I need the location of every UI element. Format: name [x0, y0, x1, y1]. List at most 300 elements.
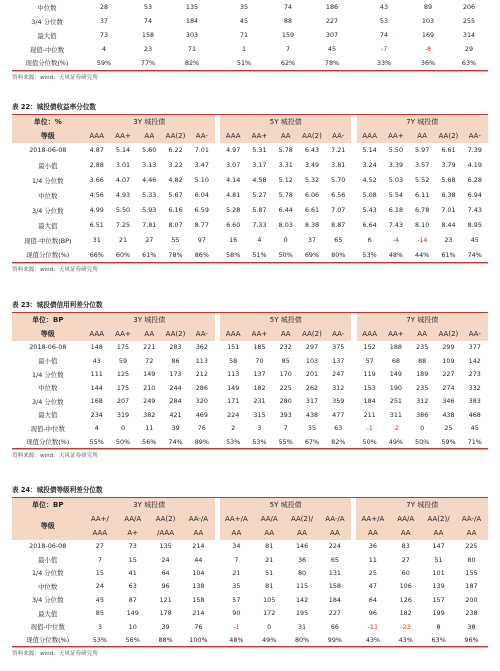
group-header-row	[12, 313, 488, 327]
data-cell: 477	[332, 410, 345, 419]
data-cell: 227	[442, 370, 455, 379]
unit-label: 单位：BP	[12, 498, 83, 512]
table-row	[12, 158, 488, 173]
data-cell: 71%	[467, 437, 482, 446]
data-cell: 6.38	[441, 191, 456, 199]
data-cell: 312	[332, 383, 345, 392]
data-cell: 4.97	[226, 146, 241, 154]
data-cell: 5.67	[168, 191, 183, 199]
data-cell: 7	[285, 45, 291, 53]
data-cell: 303	[185, 31, 199, 39]
data-cell: 78%	[324, 58, 340, 67]
data-cell: 386	[416, 410, 429, 419]
column-header: AA	[136, 129, 162, 143]
data-cell: 5.14	[115, 146, 131, 154]
data-cell: 7.33	[252, 221, 267, 229]
data-cell: 63%	[431, 635, 446, 644]
column-gap	[354, 56, 362, 70]
data-cell: 7.43	[467, 206, 482, 214]
data-cell: 59	[118, 356, 128, 365]
column-header: AA-	[189, 129, 215, 143]
table-row	[12, 0, 488, 14]
data-cell: 60	[401, 568, 410, 577]
column-header: AA	[409, 129, 435, 143]
data-cell: 53%	[362, 250, 377, 259]
data-cell: 5.03	[388, 176, 404, 184]
table-title: 表 22：城投债收益率分位数	[12, 103, 97, 111]
data-cell: 4.58	[252, 176, 267, 184]
data-cell: 5.33	[142, 191, 157, 199]
data-cell: 82%	[331, 437, 346, 446]
column-header: AAA	[220, 327, 246, 341]
row-label: 1/4 分位数	[32, 176, 64, 185]
data-cell: 210	[143, 383, 156, 392]
data-cell: 151	[227, 343, 240, 352]
row-label: 3/4 分位数	[32, 206, 64, 215]
data-cell: 51	[434, 555, 443, 564]
data-cell: 55	[171, 236, 180, 244]
data-cell: 43%	[365, 635, 380, 644]
data-cell: 4.99	[89, 206, 104, 214]
column-header: AA-/A	[455, 512, 488, 526]
data-cell: 438	[442, 410, 455, 419]
table-row	[12, 248, 488, 263]
source-note: 资料来源：wind，天风证券研究所	[12, 647, 488, 659]
data-cell: 149	[389, 370, 402, 379]
table-row	[12, 422, 488, 436]
data-cell: 8.07	[168, 221, 183, 229]
data-cell: 359	[332, 397, 345, 406]
column-header: AAA	[84, 327, 110, 341]
data-cell: 5.14	[362, 146, 377, 154]
data-cell: 190	[389, 383, 402, 392]
data-cell: 152	[363, 343, 376, 352]
data-cell: 81	[265, 542, 274, 551]
data-cell: 1	[241, 45, 247, 53]
data-cell: 36	[297, 555, 307, 564]
data-cell: 7.07	[331, 206, 346, 214]
data-cell: 172	[263, 609, 276, 618]
data-cell: 5.93	[142, 206, 157, 214]
row-label: 最小值	[38, 556, 58, 565]
data-cell: 6.94	[467, 191, 482, 199]
data-cell: 6.51	[89, 221, 104, 229]
data-cell: 148	[90, 343, 103, 352]
data-cell: 206	[462, 3, 476, 11]
data-cell: 21	[265, 555, 274, 564]
data-cell: 89%	[194, 437, 209, 446]
data-cell: 53	[143, 3, 153, 11]
data-cell: 232	[279, 343, 292, 352]
data-cell: 235	[416, 383, 429, 392]
data-cell: 56%	[142, 437, 157, 446]
data-cell: 6.28	[467, 176, 482, 184]
data-cell: 0	[283, 236, 288, 244]
data-cell: 182	[253, 383, 266, 392]
data-cell: 6.78	[415, 206, 430, 214]
data-cell: 6.61	[304, 206, 320, 214]
data-cell: 58	[229, 356, 238, 365]
data-cell: 153	[363, 383, 376, 392]
column-header: /AAA	[149, 526, 182, 540]
data-cell: 39	[171, 424, 180, 433]
first-column-header: 等级	[12, 512, 83, 540]
data-cell: 314	[462, 31, 476, 39]
data-cell: 144	[90, 383, 103, 392]
data-cell: 7.01	[441, 206, 456, 214]
data-cell: 105	[263, 595, 276, 604]
data-cell: 211	[363, 410, 376, 419]
data-cell: 7.39	[467, 146, 482, 154]
data-cell: 43	[379, 3, 389, 11]
data-cell: 5.08	[362, 191, 377, 199]
column-header: AA-	[325, 129, 351, 143]
row-label: 现值-中位数	[30, 424, 65, 433]
data-cell: 48%	[229, 635, 244, 644]
data-cell: 262	[305, 383, 319, 392]
data-cell: 68	[391, 356, 400, 365]
data-cell: 170	[279, 370, 292, 379]
row-label: 现值分位数(%)	[26, 438, 70, 446]
column-gap	[354, 14, 362, 28]
column-header: AA	[422, 526, 455, 540]
row-label: 最小值	[38, 357, 58, 366]
data-cell: 35	[232, 582, 241, 591]
data-cell: 5.27	[252, 191, 267, 199]
data-cell: 131	[328, 568, 341, 577]
table-row	[12, 580, 488, 593]
data-cell: 173	[169, 370, 182, 379]
column-header-row	[12, 512, 488, 526]
table-title: 表 23：城投债信用利差分位数	[12, 301, 103, 309]
data-cell: 297	[305, 343, 319, 352]
group-header: 7Y 城投债	[357, 313, 489, 327]
data-cell: 5.97	[415, 146, 430, 154]
data-cell: 138	[192, 582, 205, 591]
data-cell: 225	[465, 542, 478, 551]
column-header: AAA	[84, 129, 110, 143]
data-cell: 4.87	[89, 146, 104, 154]
column-header: AA-	[462, 129, 488, 143]
group-header-row	[12, 115, 488, 129]
data-cell: 155	[465, 568, 478, 577]
data-cell: 29	[464, 45, 474, 53]
row-label: 最大值	[38, 411, 58, 420]
data-cell: 8.95	[467, 221, 482, 229]
data-cell: 37	[99, 17, 109, 25]
data-cell: 96	[161, 582, 170, 591]
data-cell: 38	[467, 622, 476, 631]
column-header: AA-	[325, 327, 351, 341]
data-cell: 4.52	[362, 176, 377, 184]
data-cell: 3.31	[278, 161, 293, 169]
data-cell: 3.13	[142, 161, 157, 169]
column-header: AA(2)	[299, 129, 325, 143]
data-cell: 382	[143, 410, 156, 419]
data-cell: 3.24	[362, 161, 377, 169]
data-cell: 224	[227, 410, 240, 419]
column-gap	[354, 42, 362, 56]
column-header: AA(2)	[435, 129, 461, 143]
data-cell: 8.38	[304, 221, 320, 229]
data-cell: 71	[239, 31, 249, 39]
data-cell: 43	[92, 356, 101, 365]
data-cell: 63%	[461, 58, 477, 67]
table-row	[12, 553, 488, 566]
data-cell: 311	[389, 410, 402, 419]
data-cell: 88	[283, 17, 293, 25]
data-cell: 49%	[262, 635, 277, 644]
data-cell: 3.01	[115, 161, 131, 169]
data-cell: 421	[169, 410, 182, 419]
data-cell: 5.70	[331, 176, 346, 184]
data-cell: 362	[195, 343, 208, 352]
data-cell: 6.22	[168, 146, 183, 154]
data-cell: 3.79	[441, 161, 456, 169]
data-cell: 109	[442, 356, 455, 365]
data-cell: 59%	[96, 58, 112, 67]
data-cell: 31	[92, 236, 101, 244]
row-label: 1/4 分位数	[32, 370, 64, 379]
data-cell: 171	[227, 397, 240, 406]
data-cell: 15	[95, 568, 104, 577]
data-cell: 5.60	[142, 146, 157, 154]
table-row	[12, 408, 488, 422]
column-header: AA/A	[253, 512, 286, 526]
data-cell: 238	[465, 609, 478, 618]
data-cell: 5.10	[194, 176, 209, 184]
data-cell: 273	[468, 370, 481, 379]
row-label: 2018-06-08	[29, 343, 67, 352]
table-row	[12, 42, 488, 56]
data-cell: -8	[424, 45, 432, 53]
data-cell: 37	[307, 236, 317, 244]
column-header: AA	[318, 526, 351, 540]
column-header: AA-/A	[318, 512, 351, 526]
group-header: 5Y 城投债	[220, 313, 351, 327]
data-cell: 80%	[331, 250, 346, 259]
data-cell: 284	[169, 397, 182, 406]
group-header: 7Y 城投债	[356, 498, 488, 512]
data-cell: 57	[365, 356, 374, 365]
data-cell: 7.25	[115, 221, 131, 229]
data-cell: 56%	[125, 635, 140, 644]
data-cell: 45	[470, 424, 479, 433]
table-title: 表 24：城投债等级利差分位数	[12, 486, 103, 494]
column-header-row	[12, 327, 488, 341]
data-cell: 5.68	[441, 176, 456, 184]
data-cell: 169	[421, 31, 435, 39]
data-cell: 6	[367, 236, 372, 244]
data-cell: 69%	[304, 250, 320, 259]
data-cell: 375	[332, 343, 345, 352]
data-cell: 76	[197, 424, 206, 433]
data-cell: 6.11	[415, 191, 430, 199]
data-cell: 77%	[140, 58, 156, 67]
data-cell: 135	[185, 3, 199, 11]
data-cell: 3.22	[168, 161, 183, 169]
data-cell: 182	[399, 609, 412, 618]
data-cell: 45	[327, 45, 337, 53]
data-cell: 175	[116, 343, 130, 352]
table-row	[12, 368, 488, 382]
data-cell: 200	[465, 595, 478, 604]
column-header: AA	[409, 327, 435, 341]
data-cell: 80	[297, 568, 307, 577]
table-row	[12, 233, 488, 248]
data-cell: 214	[192, 542, 205, 551]
column-header: AAA	[83, 526, 116, 540]
row-label: 3/4 分位数	[31, 17, 63, 26]
data-cell: 39	[161, 622, 170, 631]
data-cell: 11	[145, 424, 154, 433]
group-header: 3Y 城投债	[84, 313, 215, 327]
data-cell: 332	[468, 383, 481, 392]
data-cell: 57	[232, 595, 241, 604]
data-cell: 6.56	[331, 191, 346, 199]
data-cell: 113	[195, 356, 208, 365]
row-label: 中位数	[38, 582, 58, 591]
data-cell: 199	[432, 609, 445, 618]
data-cell: 4.82	[168, 176, 183, 184]
column-gap	[354, 28, 362, 42]
column-header: AA+	[110, 129, 136, 143]
data-cell: 121	[159, 595, 172, 604]
data-cell: 227	[325, 17, 339, 25]
data-cell: 16	[229, 236, 238, 244]
table-row	[12, 218, 488, 233]
table-row	[12, 188, 488, 203]
column-header: AA+	[383, 129, 409, 143]
data-cell: 74	[379, 31, 389, 39]
data-cell: 4.93	[115, 191, 131, 199]
data-cell: 5.78	[278, 191, 293, 199]
data-cell: 3	[97, 622, 102, 631]
data-cell: 377	[468, 343, 481, 352]
data-cell: 63	[334, 424, 343, 433]
column-header: AA	[182, 526, 215, 540]
data-cell: 8.10	[415, 221, 430, 229]
data-cell: 27	[401, 555, 410, 564]
data-cell: 137	[253, 370, 266, 379]
data-cell: 8.87	[331, 221, 346, 229]
column-header: AA(2)	[162, 327, 188, 341]
data-cell: 76	[194, 622, 203, 631]
data-cell: 86%	[194, 250, 209, 259]
data-cell: 159	[281, 31, 295, 39]
column-header: AA+	[383, 327, 409, 341]
data-cell: 3.57	[415, 161, 430, 169]
data-cell: -23	[400, 622, 411, 631]
data-cell: 65	[334, 236, 343, 244]
data-cell: 227	[328, 609, 341, 618]
data-cell: 4.81	[226, 191, 241, 199]
data-cell: 149	[126, 609, 139, 618]
data-cell: 74	[143, 17, 153, 25]
data-cell: 82%	[184, 58, 200, 67]
data-cell: 50%	[278, 250, 293, 259]
data-cell: 346	[442, 397, 455, 406]
data-cell: 3.49	[304, 161, 320, 169]
data-cell: 111	[90, 370, 103, 379]
data-cell: 53%	[252, 437, 267, 446]
data-cell: 74	[283, 3, 293, 11]
data-cell: 23	[143, 45, 153, 53]
data-cell: 5.54	[388, 191, 404, 199]
data-cell: 25	[444, 424, 453, 433]
data-cell: 185	[253, 343, 266, 352]
data-cell: 5.50	[388, 146, 404, 154]
data-cell: 103	[421, 17, 435, 25]
data-cell: 74%	[168, 437, 183, 446]
data-cell: 312	[416, 397, 429, 406]
table-row	[12, 593, 488, 606]
data-cell: 51%	[252, 250, 267, 259]
data-cell: 214	[192, 609, 205, 618]
data-cell: 44	[194, 555, 203, 564]
data-cell: 81	[265, 582, 274, 591]
data-cell: 113	[227, 370, 240, 379]
data-cell: 2	[231, 424, 236, 433]
group-header: 5Y 城投债	[220, 115, 351, 129]
data-cell: 139	[432, 582, 445, 591]
data-cell: 44%	[415, 250, 430, 259]
data-cell: 8.77	[194, 221, 209, 229]
data-cell: 5.52	[415, 176, 430, 184]
data-cell: 5.50	[115, 206, 131, 214]
data-cell: 6.64	[362, 221, 377, 229]
row-label: 中位数	[37, 3, 57, 12]
data-cell: 5.32	[304, 176, 320, 184]
data-cell: 71	[187, 45, 197, 53]
data-cell: 5.78	[278, 146, 293, 154]
data-cell: 5.87	[252, 206, 267, 214]
data-cell: 41	[128, 568, 137, 577]
column-gap	[214, 28, 222, 42]
data-cell: 280	[279, 397, 292, 406]
column-header: AA	[220, 526, 253, 540]
data-cell: 201	[305, 370, 319, 379]
data-cell: 225	[279, 383, 292, 392]
data-cell: 3.81	[331, 161, 346, 169]
data-cell: 45	[470, 236, 479, 244]
data-cell: 10	[128, 622, 137, 631]
data-cell: 307	[325, 31, 339, 39]
column-header-row	[12, 526, 488, 540]
column-header: A+	[116, 526, 149, 540]
data-cell: 24	[161, 555, 170, 564]
data-cell: 85	[95, 609, 104, 618]
row-label: 中位数	[38, 191, 58, 200]
data-cell: 4.46	[142, 176, 157, 184]
data-cell: 283	[169, 343, 182, 352]
table-row	[12, 381, 488, 395]
column-header: AA(2)	[149, 512, 182, 526]
data-cell: 100%	[189, 635, 208, 644]
data-cell: 104	[192, 568, 205, 577]
column-header: AA	[356, 526, 389, 540]
data-cell: 319	[116, 410, 130, 419]
data-cell: 5.31	[252, 146, 267, 154]
data-cell: 74%	[467, 250, 482, 259]
column-header: AAA	[357, 327, 383, 341]
column-header: AA(2)	[435, 327, 461, 341]
table-row	[12, 435, 488, 449]
group-header: 7Y 城投债	[357, 115, 489, 129]
data-cell: 24	[95, 582, 104, 591]
data-cell: 96%	[464, 635, 479, 644]
data-cell: 178	[159, 609, 172, 618]
